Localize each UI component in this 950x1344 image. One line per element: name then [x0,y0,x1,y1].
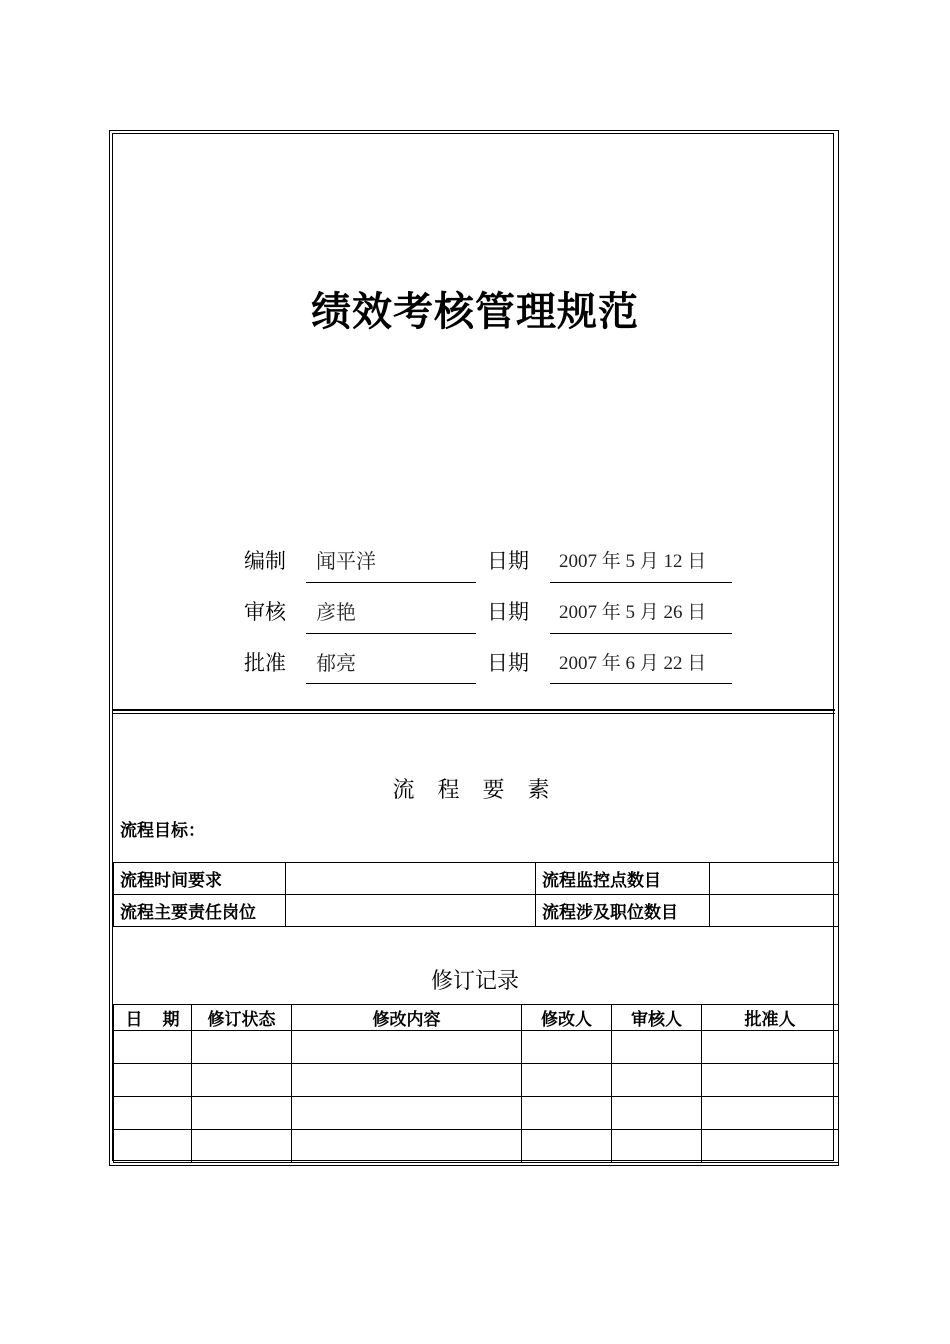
signoff-role-label: 批准 [244,651,286,675]
table-cell [192,1031,292,1064]
revision-record-table [113,1004,839,1163]
table-cell [292,1031,522,1064]
table-cell [192,1097,292,1130]
signoff-date-label: 日期 [487,549,529,573]
table-cell [114,1064,192,1097]
signoff-name: 闻平洋 [316,549,376,573]
signoff-name: 彦艳 [316,600,356,624]
signoff-date: 2007 年 5 月 12 日 [559,551,707,572]
table-row [114,1031,839,1064]
column-header-change-content: 修改内容 [292,1005,522,1031]
table-row [114,863,839,895]
table-cell [114,1130,192,1163]
table-row [114,1064,839,1097]
column-header-reviewer: 审核人 [612,1005,702,1031]
table-cell [292,1097,522,1130]
table-cell [292,1064,522,1097]
process-owner-value [286,895,536,927]
signoff-date-underline [550,683,732,684]
signoff-role-label: 编制 [244,549,286,573]
table-cell [522,1097,612,1130]
table-row [114,1130,839,1163]
signoff-name-underline [306,582,476,583]
process-requirements-table [113,862,839,927]
table-cell [612,1130,702,1163]
table-cell [114,1097,192,1130]
process-checkpoint-label: 流程监控点数目 [536,863,710,895]
table-header-row [114,1005,839,1031]
table-cell [522,1031,612,1064]
signoff-date-underline [550,582,732,583]
process-time-label: 流程时间要求 [114,863,286,895]
process-owner-label: 流程主要责任岗位 [114,895,286,927]
process-elements-heading: 流 程 要 素 [392,778,558,803]
column-header-date: 日期 [114,1005,192,1031]
table-cell [522,1130,612,1163]
process-positions-label: 流程涉及职位数目 [536,895,710,927]
signoff-role-label: 审核 [244,600,286,624]
signoff-date-label: 日期 [487,600,529,624]
table-cell [612,1064,702,1097]
table-cell [192,1064,292,1097]
table-row [114,1097,839,1130]
signoff-date: 2007 年 5 月 26 日 [559,602,707,623]
table-cell [192,1130,292,1163]
table-cell [612,1097,702,1130]
signoff-date-underline [550,633,732,634]
signoff-date: 2007 年 6 月 22 日 [559,653,707,674]
table-cell [522,1064,612,1097]
table-cell [114,1031,192,1064]
table-cell [292,1130,522,1163]
process-goal-label: 流程目标： [120,821,205,841]
table-cell [702,1130,839,1163]
process-time-value [286,863,536,895]
column-header-modifier: 修改人 [522,1005,612,1031]
signoff-name-underline [306,633,476,634]
column-header-approver: 批准人 [702,1005,839,1031]
table-cell [702,1064,839,1097]
process-checkpoint-value [710,863,839,895]
signoff-name-underline [306,683,476,684]
signoff-name: 郁亮 [316,651,356,675]
table-row [114,895,839,927]
signoff-date-label: 日期 [487,651,529,675]
section-divider [113,709,835,711]
revision-record-heading: 修订记录 [430,969,519,994]
process-positions-value [710,895,839,927]
table-cell [702,1031,839,1064]
document-title: 绩效考核管理规范 [311,289,639,335]
table-cell [612,1031,702,1064]
table-cell [702,1097,839,1130]
section-divider [113,713,835,714]
column-header-revision-status: 修订状态 [192,1005,292,1031]
